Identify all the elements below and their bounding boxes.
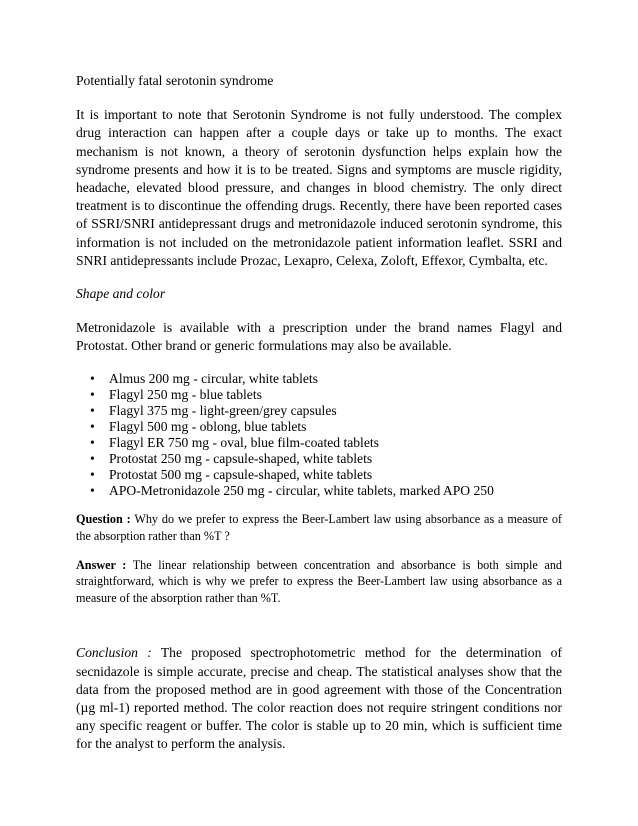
tablet-list — [76, 371, 562, 500]
bullet-icon: • — [90, 386, 95, 402]
list-item — [90, 435, 562, 451]
section-title-shape-color: Shape and color — [76, 286, 166, 302]
conclusion-label: Conclusion : — [76, 645, 152, 661]
availability-paragraph: Metronidazole is available with a prescription under the brand names Flagyl and Protostat. Other brand or generic formulations may also be available. — [76, 320, 562, 354]
bullet-icon: • — [90, 435, 95, 451]
list-item-text: Protostat 500 mg - capsule-shaped, white tablets — [109, 467, 373, 483]
bullet-icon: • — [90, 467, 95, 483]
conclusion-text: The proposed spectrophotometric method for the determination of secnidazole is simple accurate, precise and cheap. The statistical analyses show that the data from the proposed method are in good agreement with those of the Concentration (µg ml-1) reported method. The color reaction does not require stringent conditions nor any specific reagent or buffer. The color is stable up to 20 min, which is sufficient time for the analyst to perform the analysis. — [76, 645, 563, 752]
bullet-icon: • — [90, 370, 95, 386]
bullet-icon: • — [90, 483, 95, 499]
list-item — [90, 467, 562, 483]
question-label: Question : — [76, 512, 131, 527]
question-text: Why do we prefer to express the Beer-Lambert law using absorbance as a measure of the absorption rather than %T ? — [76, 512, 562, 543]
document-page — [76, 72, 562, 754]
list-item — [90, 371, 562, 387]
answer-text: The linear relationship between concentration and absorbance is both simple and straightforward, which is why we prefer to express the Beer-Lambert law using absorbance as a measure of the absorption rather than %T. — [76, 557, 563, 605]
section-title-serotonin: Potentially fatal serotonin syndrome — [76, 73, 274, 88]
serotonin-paragraph: It is important to note that Serotonin Syndrome is not fully understood. The complex drug interaction can happen after a couple days or take up to months. The exact mechanism is not known, a theory of serotonin dysfunction helps explain how the syndrome presents and how it is to be treated. Signs and symptoms are muscle rigidity, headache, elevated blood pressure, and changes in blood chemistry. The only direct treatment is to discontinue the offending drugs. Recently, there have been reported cases of SSRI/SNRI antidepressant drugs and metronidazole induced serotonin syndrome, this information is not included on the metronidazole patient information leaflet. SSRI and SNRI antidepressants include Prozac, Lexapro, Celexa, Zoloft, Effexor, Cymbalta, etc. — [76, 107, 562, 268]
list-item — [90, 483, 562, 499]
list-item-text: Flagyl 500 mg - oblong, blue tablets — [109, 418, 307, 434]
list-item-text: Flagyl ER 750 mg - oval, blue film-coated tablets — [109, 435, 379, 451]
bullet-icon: • — [90, 418, 95, 434]
list-item — [90, 451, 562, 467]
question-paragraph — [76, 511, 562, 544]
answer-label: Answer : — [76, 557, 127, 572]
bullet-icon: • — [90, 451, 95, 467]
list-item-text: Almus 200 mg - circular, white tablets — [109, 370, 318, 386]
bullet-icon: • — [90, 402, 95, 418]
list-item-text: Protostat 250 mg - capsule-shaped, white tablets — [109, 451, 373, 467]
list-item-text: APO-Metronidazole 250 mg - circular, white tablets, marked APO 250 — [109, 483, 494, 499]
list-item-text: Flagyl 375 mg - light-green/grey capsules — [109, 402, 337, 418]
conclusion-paragraph — [76, 644, 562, 753]
list-item-text: Flagyl 250 mg - blue tablets — [109, 386, 262, 402]
list-item — [90, 403, 562, 419]
answer-paragraph — [76, 557, 562, 607]
list-item — [90, 387, 562, 403]
list-item — [90, 419, 562, 435]
